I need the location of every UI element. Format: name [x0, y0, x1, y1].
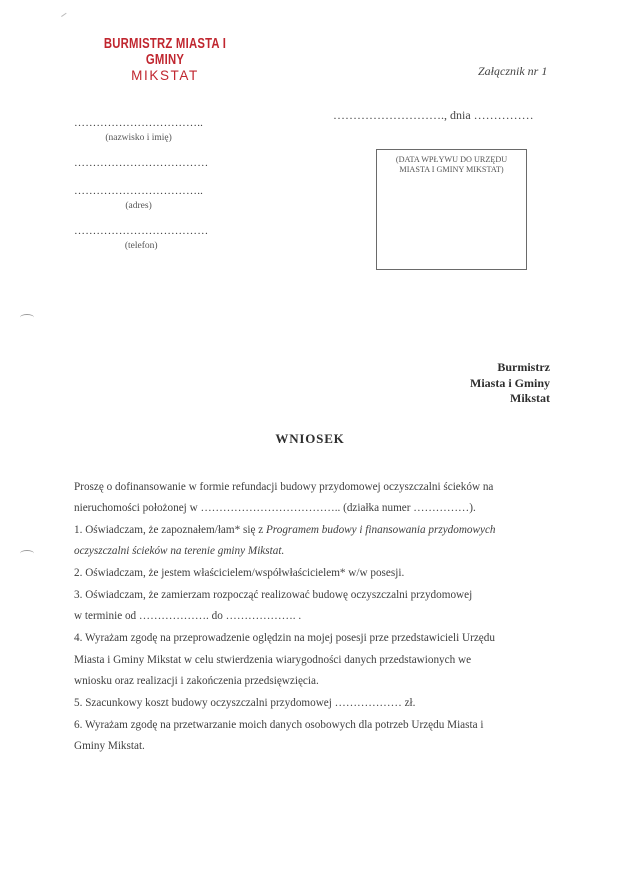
recipient-line-3: Mikstat [510, 391, 550, 405]
point-1-text: 1. Oświadczam, że zapoznałem/łam* się z [74, 524, 266, 536]
phone-field [74, 225, 208, 251]
point-4-line-2: Miasta i Gminy Mikstat w celu stwierdzenia wiarygodności danych przedstawionych we [74, 654, 472, 666]
point-4-line-3: wniosku oraz realizacji i zakończenia przedsięwzięcia. [74, 675, 319, 687]
address-line-1 [74, 157, 208, 169]
point-6-line-2: Gminy Mikstat. [74, 740, 145, 752]
point-5: 5. Szacunkowy koszt budowy oczyszczalni przydomowej ……………… zł. [74, 697, 416, 709]
point-4-line-1: 4. Wyrażam zgodę na przeprowadzenie oględzin na mojej posesji prze przedstawicieli Urzędu [74, 632, 495, 644]
intro-line-1: Proszę o dofinansowanie w formie refundacji budowy przydomowej oczyszczalni ścieków na [74, 481, 494, 493]
punch-hole-mark [20, 550, 34, 557]
annex-label: Załącznik nr 1 [478, 64, 548, 78]
address-caption: (adres) [125, 201, 152, 211]
address-dots: …………………………….. [74, 185, 204, 197]
recipient-line-2: Miasta i Gminy [470, 375, 550, 390]
point-6-line-1: 6. Wyrażam zgodę na przetwarzanie moich danych osobowych dla potrzeb Urzędu Miasta i [74, 719, 484, 731]
scan-mark [61, 13, 69, 21]
address-field [74, 185, 203, 211]
point-2: 2. Oświadczam, że jestem właścicielem/współwłaścicielem* w/w posesji. [74, 567, 405, 579]
phone-caption: (telefon) [124, 241, 158, 251]
office-stamp [70, 36, 260, 83]
point-1-line-1 [74, 524, 496, 536]
recipient-block [470, 360, 550, 407]
recipient-line-1: Burmistrz [497, 360, 550, 374]
point-3-line-1: 3. Oświadczam, że zamierzam rozpocząć realizować budowę oczyszczalni przydomowej [74, 589, 473, 601]
name-field [74, 117, 203, 143]
intro-line-2: nieruchomości położonej w ……………………………….. (działka numer ……………). [74, 502, 476, 514]
program-title: Programem budowy i finansowania przydomowych [265, 524, 496, 536]
place-date-line: ………………………., dnia …………… [333, 108, 534, 122]
punch-hole-mark [20, 314, 34, 321]
point-1-line-2: oczyszczalni ścieków na terenie gminy Mikstat. [74, 545, 285, 557]
receipt-date-box-label: (DATA WPŁYWU DO URZĘDU MIASTA I GMINY MIKSTAT) [395, 155, 508, 174]
name-dots: …………………………….. [74, 117, 204, 129]
name-caption: (nazwisko i imię) [105, 133, 172, 143]
phone-dots: ……………………………… [74, 225, 209, 237]
receipt-date-box [376, 149, 527, 270]
point-3-line-2: w terminie od ………………. do ………………. . [74, 610, 302, 622]
stamp-line-2: MIKSTAT [131, 68, 199, 83]
document-title: WNIOSEK [275, 431, 345, 446]
stamp-line-1: BURMISTRZ MIASTA I GMINY [103, 36, 227, 68]
address-line-1-dots: ……………………………… [74, 157, 209, 169]
